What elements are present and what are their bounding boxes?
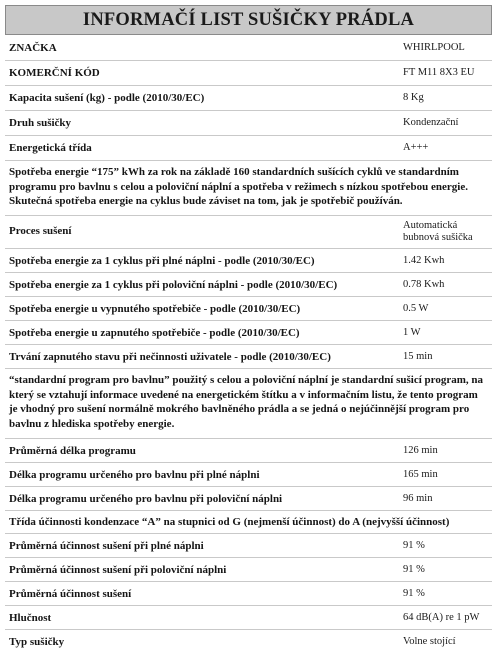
condensation-class-note: Třída účinnosti kondenzace “A” na stupnici od G (nejmenší účinnost) do A (nejvyšší účinnost) (5, 511, 492, 534)
row-energy-full-load (5, 249, 492, 273)
row-left-on-duration (5, 345, 492, 369)
row-label: Hlučnost (9, 612, 52, 624)
row-value: 165 min (403, 469, 438, 480)
row-value: 91 % (403, 564, 425, 575)
row-brand (5, 36, 492, 61)
row-label: Délka programu určeného pro bavlnu při plné náplni (9, 469, 260, 481)
row-efficiency-half-load (5, 558, 492, 582)
row-commercial-code (5, 61, 492, 86)
row-cotton-full-duration (5, 463, 492, 487)
row-label: Průměrná účinnost sušení (9, 588, 132, 600)
row-label: Průměrná účinnost sušení při poloviční náplni (9, 564, 227, 576)
row-label: Průměrná délka programu (9, 445, 136, 457)
spec-table (5, 36, 492, 654)
row-label: Druh sušičky (9, 117, 72, 129)
row-energy-class (5, 136, 492, 161)
row-value: Volne stojící (403, 636, 456, 647)
row-avg-program-duration (5, 439, 492, 463)
row-value: FT M11 8X3 EU (403, 67, 475, 78)
row-efficiency-avg (5, 582, 492, 606)
row-label: Spotřeba energie za 1 cyklus při plné náplni - podle (2010/30/EC) (9, 255, 315, 267)
row-value: 8 Kg (403, 92, 424, 103)
row-value: 96 min (403, 493, 433, 504)
energy-consumption-note: Spotřeba energie “175” kWh za rok na základě 160 standardních sušících cyklů ve standardním programu pro bavlnu s celou a poloviční náplní a spotřeba v režimech s nízkou spotřebou energie. Skutečná spotřeba energie na cyklus bude záviset na tom, jak je spotřebič používán. (5, 161, 492, 216)
row-label: Průměrná účinnost sušení při plné náplni (9, 540, 204, 552)
row-label: Spotřeba energie u zapnutého spotřebiče - podle (2010/30/EC) (9, 327, 300, 339)
row-dryer-kind (5, 111, 492, 136)
row-power-off-mode (5, 297, 492, 321)
row-value: 15 min (403, 351, 433, 362)
row-value: A+++ (403, 142, 429, 153)
row-energy-half-load (5, 273, 492, 297)
row-label: KOMERČNÍ KÓD (9, 67, 100, 79)
row-value: 1 W (403, 327, 421, 338)
row-label: Proces sušení (9, 225, 72, 237)
sheet-title: INFORMAČÍ LIST SUŠIČKY PRÁDLA (5, 5, 492, 35)
row-value: WHIRLPOOL (403, 42, 465, 53)
row-value: 0.78 Kwh (403, 279, 445, 290)
row-label: Spotřeba energie za 1 cyklus při poloviční náplni - podle (2010/30/EC) (9, 279, 338, 291)
row-value: 91 % (403, 540, 425, 551)
row-noise (5, 606, 492, 630)
row-label: Trvání zapnutého stavu při nečinnosti uživatele - podle (2010/30/EC) (9, 351, 331, 363)
row-capacity (5, 86, 492, 111)
row-label: Kapacita sušení (kg) - podle (2010/30/EC) (9, 92, 205, 104)
row-value: 0.5 W (403, 303, 429, 314)
row-value: 1.42 Kwh (403, 255, 445, 266)
row-efficiency-full-load (5, 534, 492, 558)
row-value: Kondenzační (403, 117, 459, 128)
row-label: Spotřeba energie u vypnutého spotřebiče - podle (2010/30/EC) (9, 303, 301, 315)
row-label: Délka programu určeného pro bavlnu při poloviční náplni (9, 493, 283, 505)
row-value: 126 min (403, 445, 438, 456)
row-value: 64 dB(A) re 1 pW (403, 612, 480, 623)
row-power-left-on-mode (5, 321, 492, 345)
standard-program-note: “standardní program pro bavlnu” použitý s celou a poloviční náplní je standardní sušicí program, na který se vztahují informace uvedené na energetickém štítku a v informačním listu, že tento program je vhodný pro sušení normálně mokrého bavlněného prádla a se jedná o nejúčinnější program pro bavlnu z hlediska spotřeby energie. (5, 369, 492, 439)
row-label: Typ sušičky (9, 636, 65, 648)
row-label: ZNAČKA (9, 42, 57, 54)
row-dryer-type (5, 630, 492, 654)
row-value: Automatická bubnová sušička (403, 220, 473, 243)
row-label: Energetická třída (9, 142, 92, 154)
row-drying-process (5, 216, 492, 249)
row-cotton-half-duration (5, 487, 492, 511)
row-value: 91 % (403, 588, 425, 599)
